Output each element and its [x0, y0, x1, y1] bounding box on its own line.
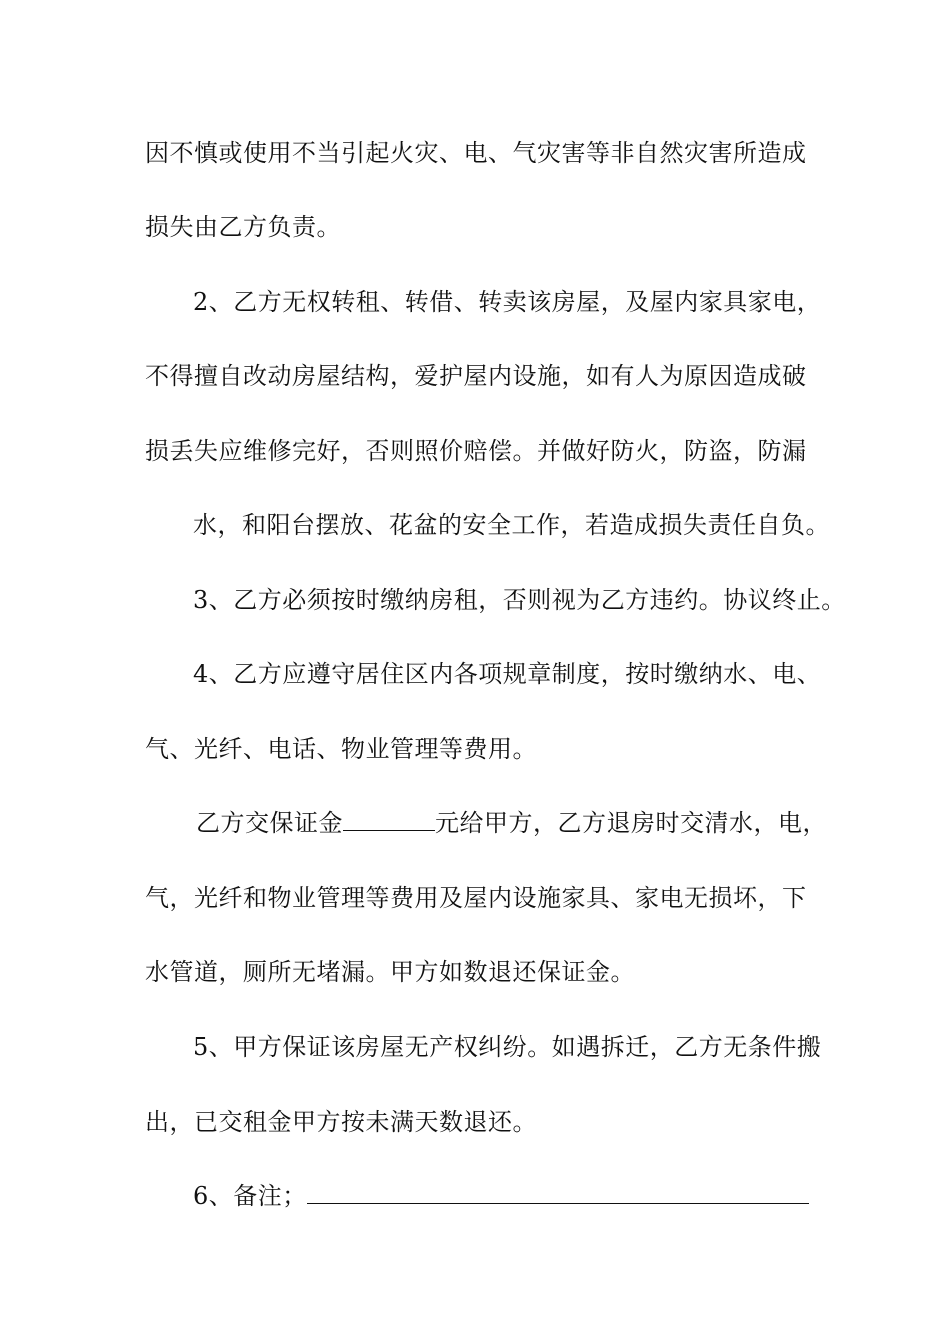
clause-1-continuation-line-2: 损失由乙方负责。: [145, 213, 341, 241]
clause-5-line-2: 出，已交租金甲方按未满天数退还。: [145, 1108, 537, 1136]
clause-5-line-1: 5、甲方保证该房屋无产权纠纷。如遇拆迁，乙方无条件搬: [193, 1033, 822, 1061]
clause-2-line-3: 损丢失应维修完好，否则照价赔偿。并做好防火，防盗，防漏: [145, 437, 807, 465]
deposit-amount-blank: [343, 808, 435, 831]
clause-3-line-1: 3、乙方必须按时缴纳房租，否则视为乙方违约。协议终止。: [193, 586, 846, 614]
deposit-line-3: 水管道，厕所无堵漏。甲方如数退还保证金。: [145, 958, 635, 986]
clause-2-line-4: 水，和阳台摆放、花盆的安全工作，若造成损失责任自负。: [193, 511, 830, 539]
clause-2-line-2: 不得擅自改动房屋结构，爱护屋内设施，如有人为原因造成破: [145, 362, 807, 390]
clause-1-continuation-line-1: 因不慎或使用不当引起火灾、电、气灾害等非自然灾害所造成: [145, 139, 807, 167]
deposit-prefix: 乙方交保证金: [196, 809, 343, 837]
deposit-suffix: 元给甲方，乙方退房时交清水，电，: [435, 809, 827, 837]
remarks-label: 6、备注；: [193, 1182, 307, 1210]
remarks-line: [193, 1181, 809, 1211]
remarks-blank: [307, 1181, 809, 1204]
clause-4-line-2: 气、光纤、电话、物业管理等费用。: [145, 735, 537, 763]
deposit-line: [196, 808, 827, 838]
clause-2-line-1: 2、乙方无权转租、转借、转卖该房屋，及屋内家具家电，: [193, 288, 822, 316]
deposit-line-2: 气，光纤和物业管理等费用及屋内设施家具、家电无损坏，下: [145, 884, 807, 912]
clause-4-line-1: 4、乙方应遵守居住区内各项规章制度，按时缴纳水、电、: [193, 660, 822, 688]
